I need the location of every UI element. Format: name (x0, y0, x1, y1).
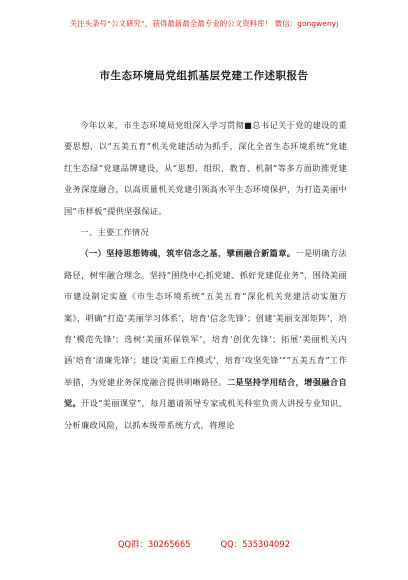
subsection-heading: （一）坚持思想铸魂，筑牢信念之基，擘画融合新篇章。 (80, 248, 296, 259)
subsection-body: 一是明确方法路径，树牢融合理念。坚持“围绕中心抓党建、抓好党建促业务”，围绕美丽市建设制定实施《市生态环境系统“五美五育”深化机关党建活动实施方案》，明确“打造‘美丽学习体系’，培育‘信念先锋’；创建‘美丽支部矩阵’，培育‘模范先锋’；选树‘美丽环保铁军’，培育‘创优先锋’；拓展‘美丽机关内涵’培育‘清廉先锋’；建设‘美丽工作模式’，培育‘攻坚先锋’”“五美五育”工作举措，为党建业务深度融合提供明晰路径。 (64, 248, 347, 387)
footer-qq-group: QQ群：30265665 (117, 539, 191, 549)
intro-paragraph: 今年以来，市生态环境局党组深入学习贯彻■总书记关于党的建设的重要思想，以“五美五育”机关党建活动为抓手，深化全省生态环境系统“党建红生态绿”党建品牌建设，从“思想、组织、教育、机制”等多方面助推党建业务深度融合，以高质量机关党建引领高水平生态环境保护，为打造美丽中国“市样板”提供坚强保证。 (64, 120, 347, 216)
document-body (64, 115, 347, 436)
section-heading: 一、主要工作情况 (80, 227, 150, 238)
subsection-point-heading: 二是坚持学用结合，增强融合自觉。 (64, 376, 348, 409)
footer-contacts (0, 538, 408, 550)
subsection-paragraph (64, 243, 347, 436)
subsection-point-body: 开设“美丽课堂”，每月邀请领导专家或机关科室负责人讲授专业知识、分析廉政风险，以抓本级带系统方式，将理论 (64, 398, 347, 430)
header-banner: 关注头条号“公文研究”，获得最新最全最专业的公文资料库！ 微信：gongwenyj (69, 19, 339, 28)
page-title: 市生态环境局党组抓基层党建工作述职报告 (99, 70, 309, 82)
footer-qq: QQ：535304092 (220, 539, 291, 549)
